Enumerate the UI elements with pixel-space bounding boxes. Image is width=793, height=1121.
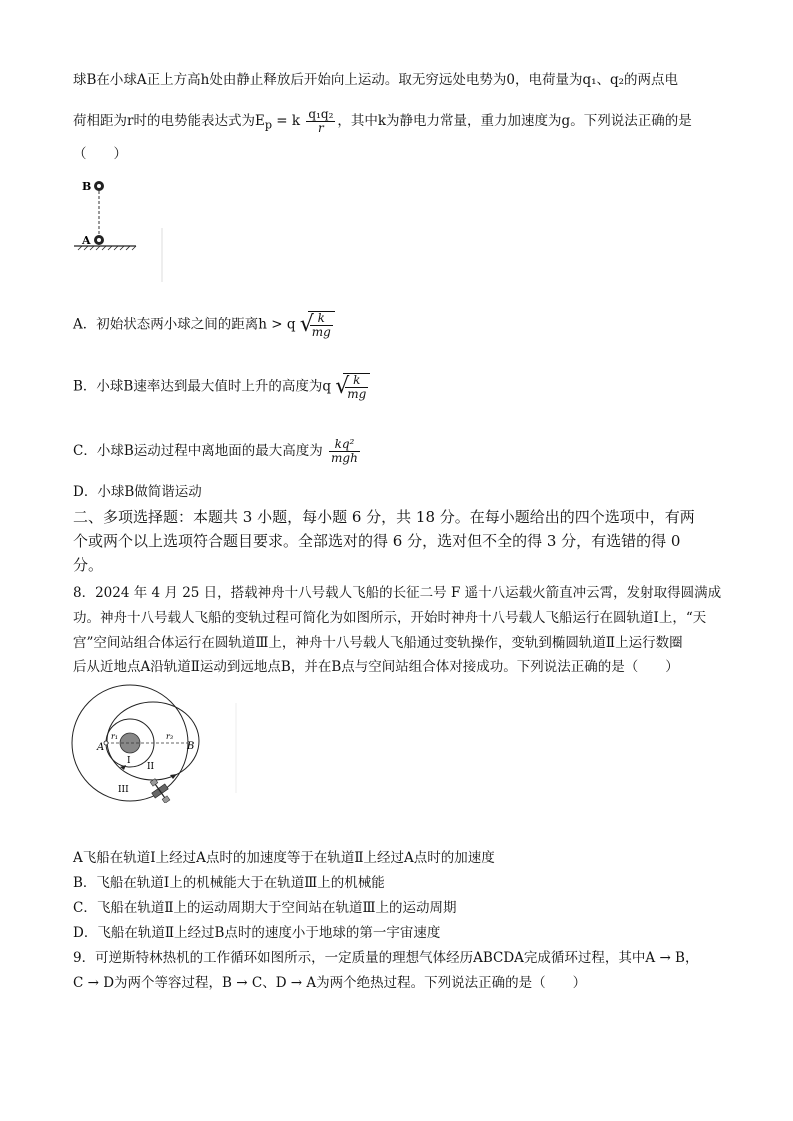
fig-r1: r₁ bbox=[111, 732, 119, 741]
q7-line2-eq: = k bbox=[272, 113, 301, 129]
q7-option-c-num: kq² bbox=[329, 438, 360, 452]
q8-line2: 功。神舟十八号载人飞船的变轨过程可简化为如图所示，开始时神舟十八号载人飞船运行在圆轨道Ⅰ上，“天 bbox=[73, 610, 707, 626]
energy-fraction bbox=[306, 108, 335, 135]
q8-option-b[interactable]: B．飞船在轨道Ⅰ上的机械能大于在轨道Ⅲ上的机械能 bbox=[73, 875, 385, 891]
q7-line2-suffix: ，其中k为静电力常量，重力加速度为g。下列说法正确的是 bbox=[337, 113, 692, 129]
energy-fraction-numerator: q₁q₂ bbox=[308, 107, 334, 121]
q7-option-b-text: B．小球B速率达到最大值时上升的高度为q bbox=[73, 378, 331, 395]
fig-orbit-II-label: II bbox=[147, 762, 155, 772]
q7-option-c-den: mgh bbox=[331, 451, 358, 465]
q7-option-d[interactable]: D．小球B做简谐运动 bbox=[73, 484, 202, 500]
q8-orbit-figure bbox=[70, 683, 240, 803]
q8-line3: 宫”空间站组合体运行在圆轨道Ⅲ上，神舟十八号载人飞船通过变轨操作，变轨到椭圆轨道Ⅱ上运行数圈 bbox=[73, 635, 683, 651]
q7-line2-sub: p bbox=[264, 118, 273, 132]
fig-orbit-III-label: III bbox=[118, 785, 129, 795]
fig-label-A: A bbox=[82, 234, 91, 247]
q9-line1: 9．可逆斯特林热机的工作循环如图所示，一定质量的理想气体经历ABCDA完成循环过程，其中A → B， bbox=[73, 950, 699, 966]
q7-option-a[interactable] bbox=[73, 311, 335, 339]
fig-label-B: B bbox=[82, 180, 92, 193]
q7-option-c-text: C．小球B运动过程中离地面的最大高度为 bbox=[73, 443, 323, 459]
q8-option-c[interactable]: C．飞船在轨道Ⅱ上的运动周期大于空间站在轨道Ⅲ上的运动周期 bbox=[73, 900, 457, 916]
q7-answer-paren: （ ） bbox=[73, 146, 127, 162]
q7-option-a-sqrt: √ $\frac{k}{mg}$ bbox=[300, 311, 335, 339]
q8-line4: 后从近地点A沿轨道Ⅱ运动到远地点B，并在B点与空间站组合体对接成功。下列说法正确的是（ ） bbox=[73, 659, 679, 675]
q7-option-b[interactable] bbox=[73, 373, 370, 401]
q8-option-d[interactable]: D．飞船在轨道Ⅱ上经过B点时的速度小于地球的第一宇宙速度 bbox=[73, 925, 441, 941]
fig-point-B: B bbox=[187, 741, 195, 752]
q7-option-b-den: mg bbox=[347, 387, 367, 401]
q8-line1: 8．2024 年 4 月 25 日，搭载神舟十八号载人飞船的长征二号 F 遥十八运载火箭直冲云霄，发射取得圆满成 bbox=[73, 585, 722, 601]
fig-orbit-I-label: I bbox=[127, 756, 131, 766]
q7-option-c-fraction bbox=[329, 438, 360, 465]
section2-line2: 个或两个以上选项符合题目要求。全部选对的得 6 分，选对但不全的得 3 分，有选错的得 0 bbox=[73, 532, 681, 550]
q7-option-a-num: k bbox=[310, 312, 333, 326]
q7-line2-prefix: 荷相距为r时的电势能表达式为E bbox=[73, 113, 265, 129]
fig-point-A: A bbox=[97, 742, 105, 753]
q9-line2: C → D为两个等容过程，B → C、D → A为两个绝热过程。下列说法正确的是（ ） bbox=[73, 975, 587, 991]
q7-option-b-sqrt: √ $\frac{k}{mg}$ bbox=[335, 373, 370, 401]
section2-line3: 分。 bbox=[73, 556, 104, 574]
q7-option-b-num: k bbox=[345, 374, 368, 388]
q7-option-a-text: A．初始状态两小球之间的距离h > q bbox=[73, 316, 296, 333]
energy-fraction-denominator: r bbox=[318, 121, 324, 135]
q8-option-a[interactable]: A飞船在轨道Ⅰ上经过A点时的加速度等于在轨道Ⅱ上经过A点时的加速度 bbox=[73, 850, 495, 866]
q7-figure-two-balls bbox=[70, 172, 170, 282]
q7-line1: 球B在小球A正上方高h处由静止释放后开始向上运动。取无穷远处电势为0，电荷量为q₁、q₂的两点电 bbox=[73, 72, 679, 88]
q7-line2 bbox=[73, 108, 692, 136]
section2-line1: 二、多项选择题：本题共 3 小题，每小题 6 分，共 18 分。在每小题给出的四个选项中，有两 bbox=[73, 508, 695, 526]
q7-option-a-den: mg bbox=[311, 325, 331, 339]
q7-option-c[interactable] bbox=[73, 438, 362, 465]
fig-r3: r₃ bbox=[166, 732, 174, 741]
